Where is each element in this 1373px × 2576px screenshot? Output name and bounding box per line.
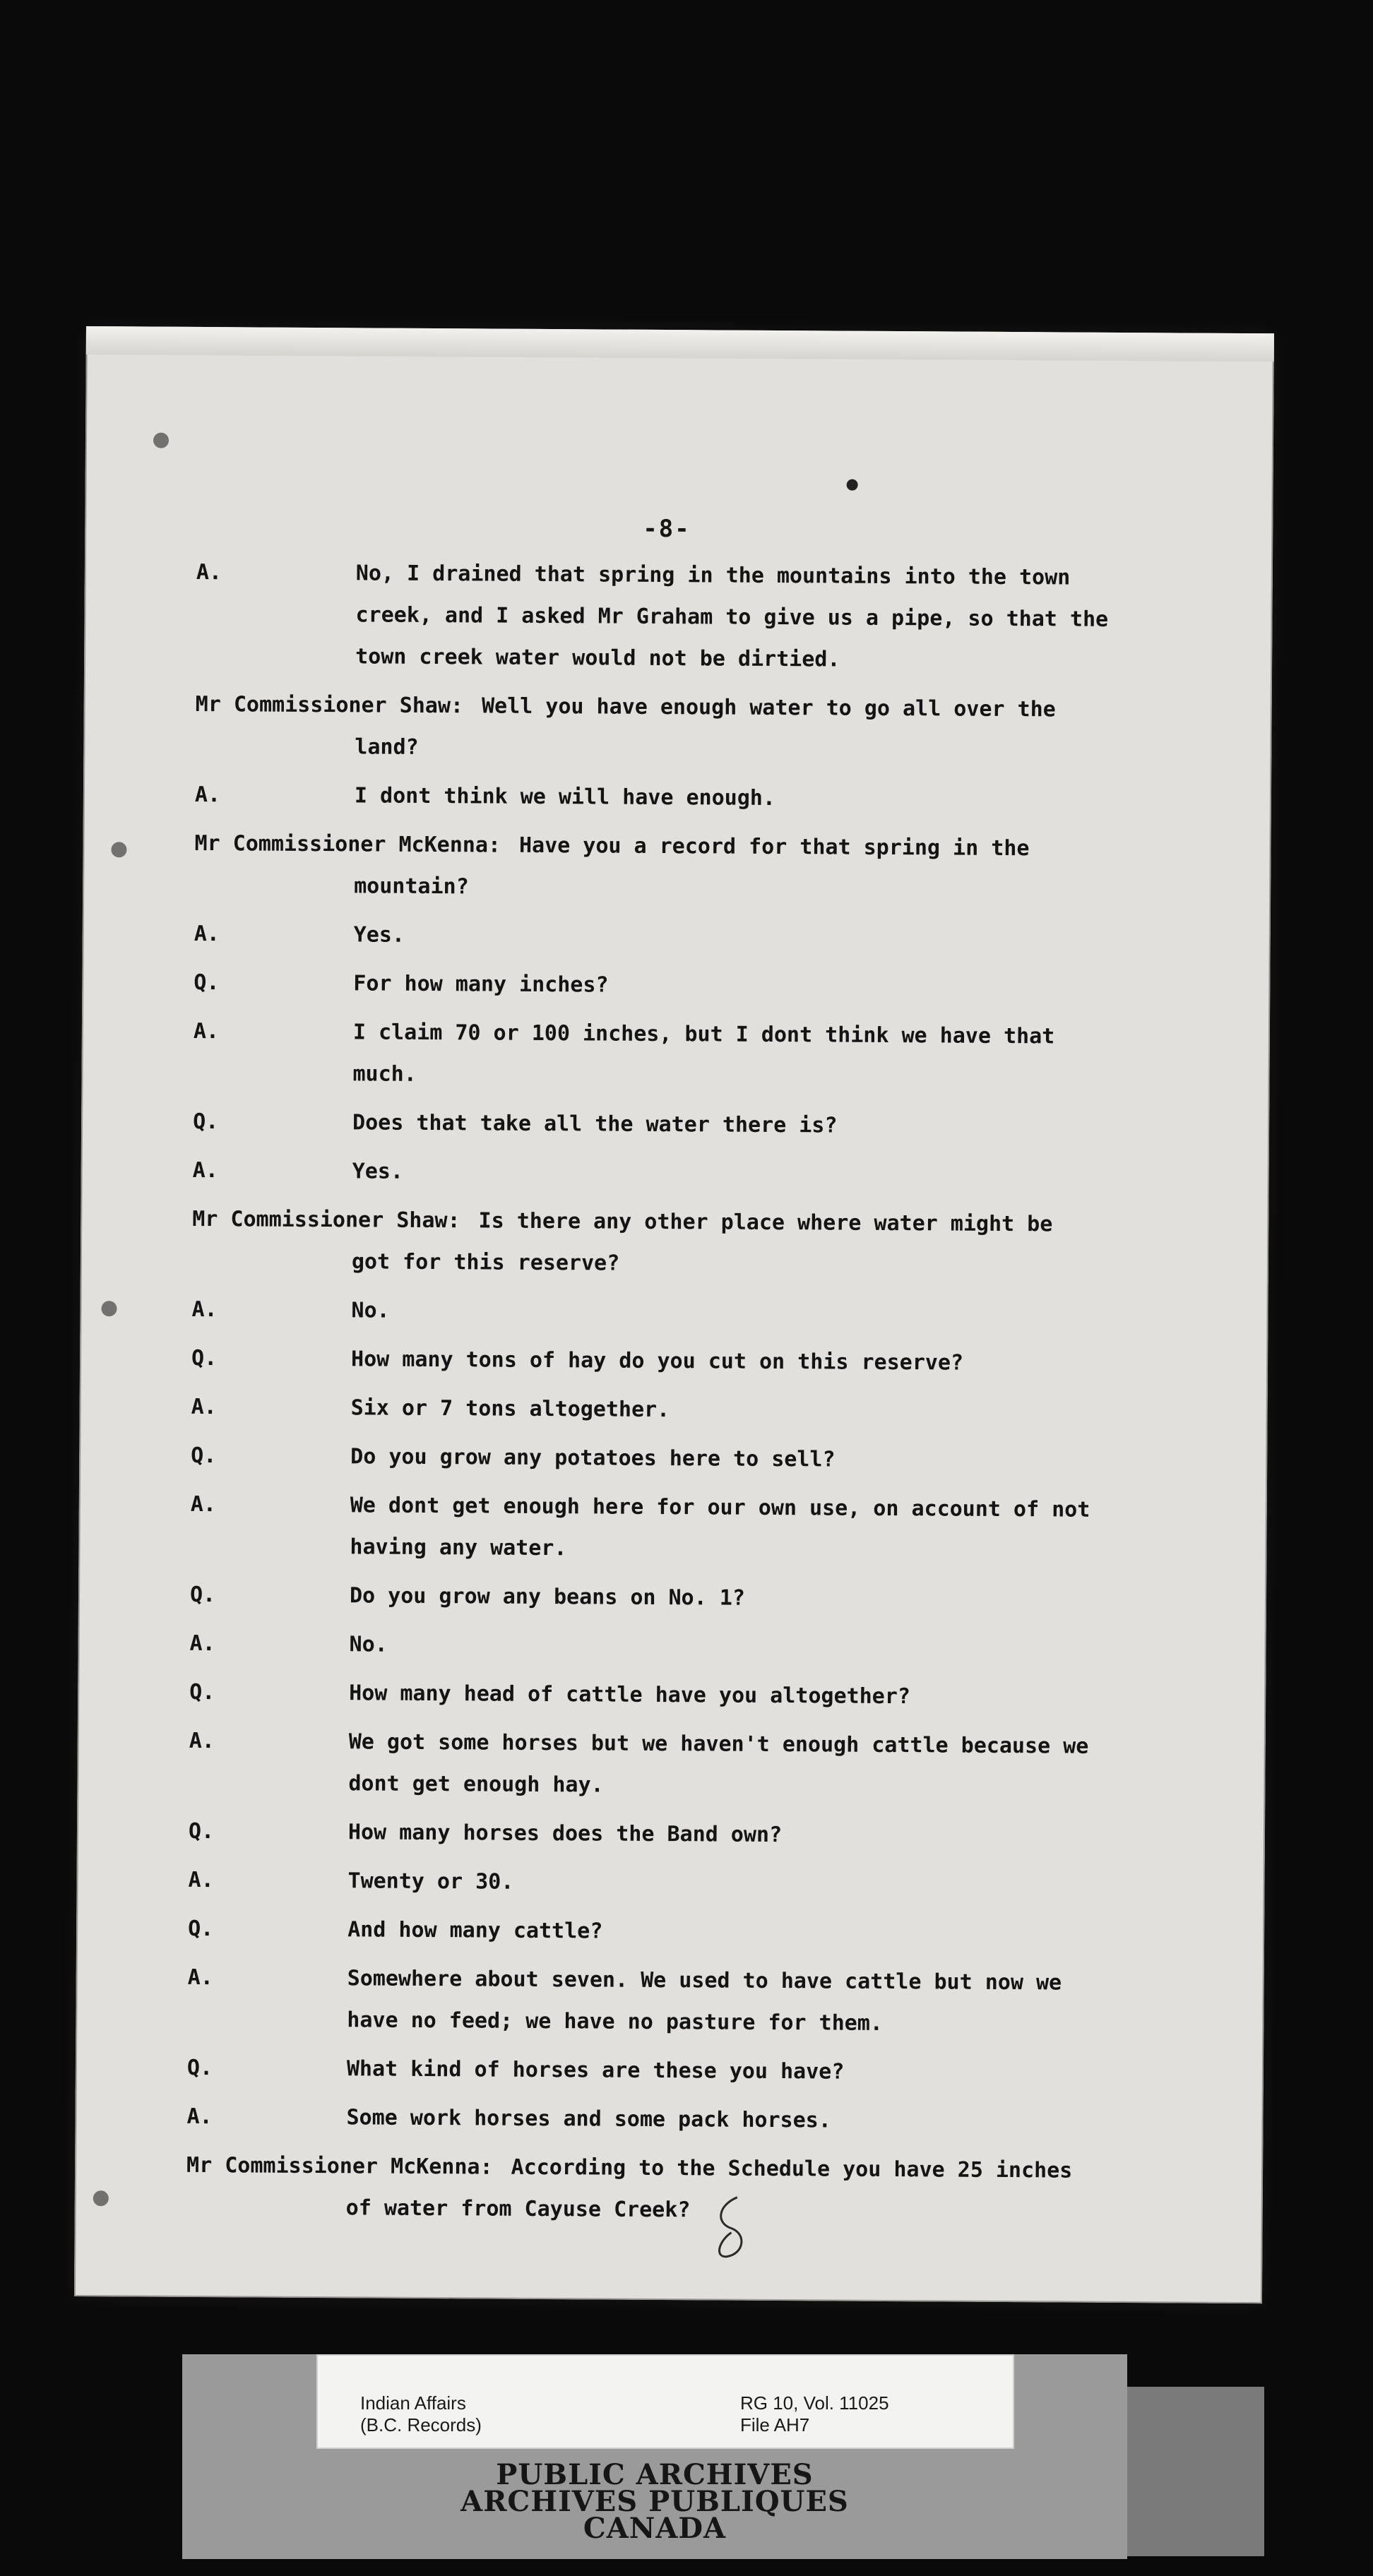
transcript-entry xyxy=(75,2144,1264,2234)
transcript-entry xyxy=(81,1010,1270,1100)
speaker-label: Mr Commissioner Shaw: xyxy=(192,1206,460,1234)
speaker-label: A. xyxy=(187,1964,213,1991)
speaker-label: Q. xyxy=(193,1109,219,1135)
ink-dot xyxy=(847,479,858,491)
transcript-entry xyxy=(75,2095,1263,2144)
transcript-entry xyxy=(80,1288,1268,1337)
transcript-line xyxy=(78,1573,1266,1622)
transcript-text: I dont think we will have enough. xyxy=(354,783,776,811)
transcript-continuation: town creek water would not be dirtied. xyxy=(355,644,840,672)
transcript-text: Have you a record for that spring in the xyxy=(518,833,1030,861)
transcript-line xyxy=(81,1149,1269,1198)
handwritten-mark xyxy=(710,2191,753,2262)
speaker-label: A. xyxy=(191,1394,217,1420)
transcript-text: For how many inches? xyxy=(353,971,609,998)
transcript-entry xyxy=(81,1149,1269,1198)
transcript-text: Does that take all the water there is? xyxy=(352,1110,838,1138)
transcript-entry xyxy=(76,2046,1264,2095)
transcript-text: What kind of horses are these you have? xyxy=(346,2056,845,2085)
transcript-text: How many head of cattle have you altogether? xyxy=(349,1681,910,1710)
transcript-entry xyxy=(80,1337,1268,1385)
label-department: Indian Affairs xyxy=(360,2392,466,2414)
transcript-line xyxy=(85,551,1273,600)
transcript-text: No. xyxy=(349,1632,388,1657)
transcript-entry xyxy=(77,1719,1266,1810)
speaker-label: A. xyxy=(196,559,222,585)
transcript-entry xyxy=(76,1907,1264,1956)
transcript-entry xyxy=(76,1956,1264,2046)
transcript-continuation: much. xyxy=(352,1061,417,1087)
transcript-line xyxy=(79,1385,1267,1434)
transcript-continuation: of water from Cayuse Creek? xyxy=(345,2195,691,2223)
transcript-text: And how many cattle? xyxy=(347,1917,603,1944)
transcript-entry xyxy=(83,912,1271,961)
label-left-block xyxy=(360,2392,482,2436)
transcript-line xyxy=(75,2095,1263,2144)
transcript-line xyxy=(76,2046,1264,2095)
transcript-line xyxy=(194,823,1271,871)
speaker-label: Q. xyxy=(194,970,220,996)
stamp-line-1: PUBLIC ARCHIVES xyxy=(496,2458,814,2491)
transcript-line xyxy=(78,1719,1266,1768)
transcript-text: Is there any other place where water might be xyxy=(478,1208,1053,1237)
speaker-label: A. xyxy=(193,1018,220,1044)
speaker-label: Q. xyxy=(189,1582,216,1608)
transcript-line xyxy=(76,1956,1264,2005)
transcript-entry xyxy=(77,1810,1265,1859)
transcript-continuation: have no feed; we have no pasture for them. xyxy=(347,2008,884,2036)
transcript-continuation: got for this reserve? xyxy=(351,1249,620,1276)
speaker-label: A. xyxy=(189,1630,215,1657)
transcript-entry xyxy=(81,1100,1269,1149)
transcript-body xyxy=(74,551,1273,2241)
transcript-continuation: land? xyxy=(355,734,419,760)
label-file: File AH7 xyxy=(740,2414,810,2435)
transcript-line xyxy=(79,1434,1267,1483)
label-right-block xyxy=(740,2392,889,2436)
transcript-text: Yes. xyxy=(353,922,405,948)
speaker-label: Mr Commissioner McKenna: xyxy=(194,830,501,858)
speaker-label: A. xyxy=(189,1728,215,1754)
speaker-label: Q. xyxy=(189,1679,215,1705)
speaker-label: Q. xyxy=(191,1345,218,1371)
speaker-label: A. xyxy=(186,2104,213,2130)
document-page xyxy=(74,326,1274,2303)
transcript-entry xyxy=(83,773,1271,822)
transcript-text: No. xyxy=(351,1298,390,1323)
speaker-label: Mr Commissioner McKenna: xyxy=(186,2152,493,2180)
transcript-continuation: having any water. xyxy=(350,1534,567,1561)
transcript-text: I claim 70 or 100 inches, but I dont think we have that xyxy=(352,1020,1055,1049)
label-volume: RG 10, Vol. 11025 xyxy=(740,2392,889,2414)
transcript-line xyxy=(80,1288,1268,1337)
transcript-line xyxy=(79,1483,1267,1532)
speaker-label: Q. xyxy=(188,1818,215,1844)
transcript-line xyxy=(80,1337,1268,1385)
transcript-text: How many tons of hay do you cut on this reserve? xyxy=(350,1347,964,1376)
transcript-line xyxy=(82,1010,1270,1059)
transcript-continuation: dont get enough hay. xyxy=(348,1771,604,1798)
speaker-label: A. xyxy=(188,1867,214,1893)
transcript-entry xyxy=(79,1434,1267,1483)
transcript-entry xyxy=(78,1483,1267,1573)
transcript-line xyxy=(76,1907,1264,1956)
stamp-line-2: ARCHIVES PUBLIQUES xyxy=(460,2485,849,2518)
archive-label-area xyxy=(182,2354,1127,2559)
speaker-label: Q. xyxy=(188,1916,214,1942)
transcript-entry xyxy=(76,1859,1264,1907)
transcript-text: We got some horses but we haven't enough cattle because we xyxy=(348,1729,1089,1759)
archives-stamp xyxy=(182,2458,1127,2545)
transcript-line xyxy=(82,961,1270,1010)
transcript-entry xyxy=(78,1622,1266,1671)
stamp-line-3: CANADA xyxy=(583,2512,727,2545)
transcript-line xyxy=(192,1198,1268,1246)
speaker-label: A. xyxy=(190,1491,217,1517)
speaker-label: A. xyxy=(194,921,220,947)
punch-hole-mark xyxy=(153,433,169,448)
transcript-entry xyxy=(81,1198,1269,1288)
transcript-text: Twenty or 30. xyxy=(347,1868,514,1895)
transcript-entry xyxy=(82,961,1270,1010)
transcript-line xyxy=(77,1810,1265,1859)
transcript-entry xyxy=(78,1573,1266,1622)
archive-label-card xyxy=(316,2354,1014,2449)
transcript-line xyxy=(78,1671,1266,1719)
transcript-text: Do you grow any beans on No. 1? xyxy=(349,1583,746,1611)
transcript-text: No, I drained that spring in the mountains into the town xyxy=(355,561,1071,590)
speaker-label: Q. xyxy=(191,1443,217,1469)
speaker-label: A. xyxy=(191,1296,218,1323)
transcript-line xyxy=(196,684,1272,732)
transcript-line xyxy=(186,2145,1263,2193)
transcript-text: According to the Schedule you have 25 inches xyxy=(511,2154,1073,2183)
transcript-continuation: creek, and I asked Mr Graham to give us a pipe, so that the xyxy=(355,602,1109,632)
speaker-label: Q. xyxy=(186,2055,213,2081)
transcript-line xyxy=(83,912,1271,961)
speaker-label: Mr Commissioner Shaw: xyxy=(195,691,464,719)
label-records: (B.C. Records) xyxy=(360,2414,482,2435)
transcript-entry xyxy=(84,551,1273,683)
transcript-line xyxy=(78,1622,1266,1671)
transcript-entry xyxy=(79,1385,1267,1434)
transcript-entry xyxy=(78,1671,1266,1719)
transcript-text: How many horses does the Band own? xyxy=(347,1820,783,1848)
transcript-continuation: mountain? xyxy=(354,873,469,900)
speaker-label: A. xyxy=(194,782,221,808)
transcript-text: We dont get enough here for our own use, on account of not xyxy=(350,1493,1090,1522)
transcript-text: Somewhere about seven. We used to have cattle but now we xyxy=(347,1966,1062,1996)
transcript-text: Six or 7 tons altogether. xyxy=(350,1395,670,1423)
transcript-text: Do you grow any potatoes here to sell? xyxy=(350,1444,836,1472)
transcript-entry xyxy=(83,822,1271,912)
speaker-label: A. xyxy=(192,1157,218,1183)
transcript-text: Well you have enough water to go all over the xyxy=(481,693,1056,722)
transcript-line xyxy=(83,773,1271,822)
transcript-entry xyxy=(83,683,1272,773)
transcript-line xyxy=(76,1859,1264,1907)
transcript-text: Some work horses and some pack horses. xyxy=(346,2105,831,2133)
transcript-text: Yes. xyxy=(352,1159,404,1184)
transcript-line xyxy=(81,1100,1269,1149)
page-number: -8- xyxy=(643,514,691,544)
